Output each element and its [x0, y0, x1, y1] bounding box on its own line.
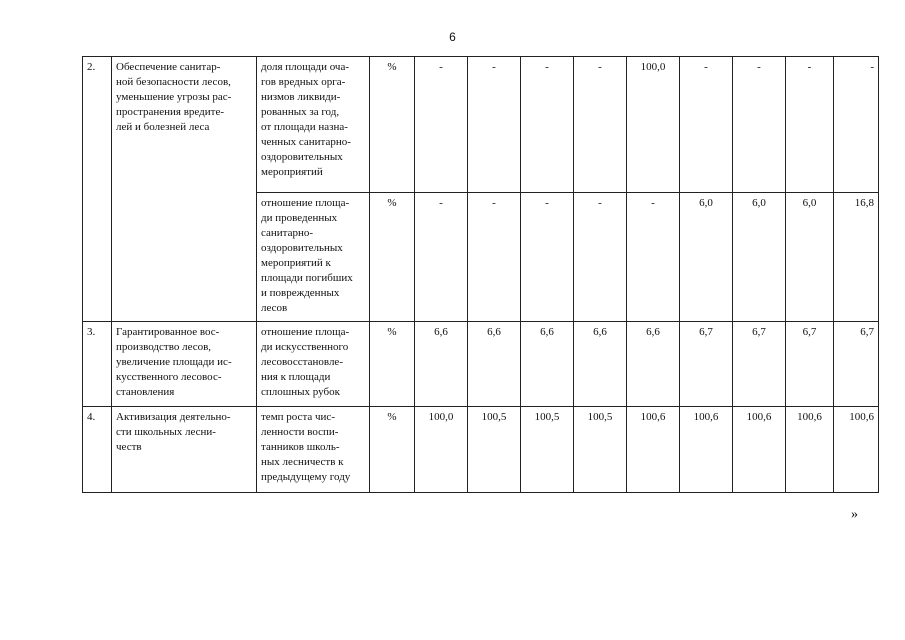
- value-cell: -: [521, 57, 574, 193]
- table-row: [83, 322, 879, 407]
- indicator-line: темп роста чис-: [261, 411, 335, 423]
- value-cell: 16,8: [834, 193, 879, 322]
- row-number: 2.: [83, 57, 112, 322]
- value-cell: 6,6: [521, 322, 574, 407]
- indicator-line: от площади назна-: [261, 121, 348, 133]
- goal-line: лей и болезней леса: [116, 121, 210, 133]
- value-cell: 6,6: [415, 322, 468, 407]
- closing-quote: »: [851, 507, 858, 522]
- value-cell: -: [415, 57, 468, 193]
- value-cell: 100,6: [627, 407, 680, 493]
- value-cell: 6,7: [834, 322, 879, 407]
- value-cell: 6,7: [680, 322, 733, 407]
- value-cell: 6,6: [574, 322, 627, 407]
- value-cell: 100,6: [834, 407, 879, 493]
- table-row: [83, 407, 879, 493]
- value-cell: -: [733, 57, 786, 193]
- indicator-line: предыдущему году: [261, 471, 351, 483]
- goal-line: кусственного лесовос-: [116, 371, 222, 383]
- indicator-line: мероприятий: [261, 166, 323, 178]
- goal-line: пространения вредите-: [116, 106, 224, 118]
- indicator-line: ленности воспи-: [261, 426, 339, 438]
- indicator-line: рованных за год,: [261, 106, 340, 118]
- value-cell: 6,7: [733, 322, 786, 407]
- indicator-line: ния к площади: [261, 371, 331, 383]
- row-number: 3.: [83, 322, 112, 407]
- goal-line: сти школьных лесни-: [116, 426, 216, 438]
- unit-cell: %: [370, 407, 415, 493]
- row-number: 4.: [83, 407, 112, 493]
- goal-line: Активизация деятельно-: [116, 411, 231, 423]
- goal-line: Гарантированное вос-: [116, 326, 220, 338]
- value-cell: 100,6: [733, 407, 786, 493]
- goal-cell: [112, 407, 257, 493]
- unit-cell: %: [370, 193, 415, 322]
- value-cell: 6,0: [680, 193, 733, 322]
- value-cell: 100,5: [468, 407, 521, 493]
- value-cell: 100,0: [627, 57, 680, 193]
- value-cell: 100,0: [415, 407, 468, 493]
- value-cell: 100,6: [680, 407, 733, 493]
- value-cell: -: [786, 57, 834, 193]
- indicator-line: лесов: [261, 302, 288, 314]
- indicator-cell: [257, 407, 370, 493]
- indicator-line: лесовосстановле-: [261, 356, 343, 368]
- indicator-line: низмов ликвиди-: [261, 91, 341, 103]
- value-cell: -: [468, 57, 521, 193]
- indicators-table: [82, 56, 879, 493]
- goal-line: честв: [116, 441, 142, 453]
- value-cell: 6,6: [627, 322, 680, 407]
- indicator-line: отношение площа-: [261, 197, 350, 209]
- value-cell: 6,7: [786, 322, 834, 407]
- value-cell: -: [627, 193, 680, 322]
- value-cell: -: [468, 193, 521, 322]
- goal-line: становления: [116, 386, 175, 398]
- value-cell: 6,6: [468, 322, 521, 407]
- indicator-line: ных лесничеств к: [261, 456, 344, 468]
- goal-line: увеличение площади ис-: [116, 356, 232, 368]
- indicator-line: оздоровительных: [261, 151, 343, 163]
- indicator-line: ди проведенных: [261, 212, 338, 224]
- value-cell: 6,0: [786, 193, 834, 322]
- indicator-line: и поврежденных: [261, 287, 340, 299]
- goal-cell: [112, 57, 257, 322]
- value-cell: -: [834, 57, 879, 193]
- value-cell: -: [415, 193, 468, 322]
- indicator-line: площади погибших: [261, 272, 353, 284]
- goal-line: производство лесов,: [116, 341, 212, 353]
- value-cell: 100,6: [786, 407, 834, 493]
- table-row: [83, 57, 879, 193]
- value-cell: -: [521, 193, 574, 322]
- value-cell: 100,5: [574, 407, 627, 493]
- value-cell: -: [574, 193, 627, 322]
- page-number: 6: [449, 30, 456, 44]
- indicator-line: отношение площа-: [261, 326, 350, 338]
- indicator-line: ди искусственного: [261, 341, 349, 353]
- indicator-line: гов вредных орга-: [261, 76, 346, 88]
- indicator-line: мероприятий к: [261, 257, 331, 269]
- indicator-line: санитарно-: [261, 227, 314, 239]
- goal-line: уменьшение угрозы рас-: [116, 91, 232, 103]
- value-cell: -: [574, 57, 627, 193]
- value-cell: -: [680, 57, 733, 193]
- indicator-line: доля площади оча-: [261, 61, 350, 73]
- unit-cell: %: [370, 57, 415, 193]
- unit-cell: %: [370, 322, 415, 407]
- goal-line: Обеспечение санитар-: [116, 61, 221, 73]
- indicator-cell: [257, 193, 370, 322]
- value-cell: 100,5: [521, 407, 574, 493]
- indicator-line: танников школь-: [261, 441, 340, 453]
- goal-line: ной безопасности лесов,: [116, 76, 231, 88]
- goal-cell: [112, 322, 257, 407]
- indicator-cell: [257, 322, 370, 407]
- indicator-line: сплошных рубок: [261, 386, 340, 398]
- indicator-line: ченных санитарно-: [261, 136, 351, 148]
- indicator-line: оздоровительных: [261, 242, 343, 254]
- value-cell: 6,0: [733, 193, 786, 322]
- indicator-cell: [257, 57, 370, 193]
